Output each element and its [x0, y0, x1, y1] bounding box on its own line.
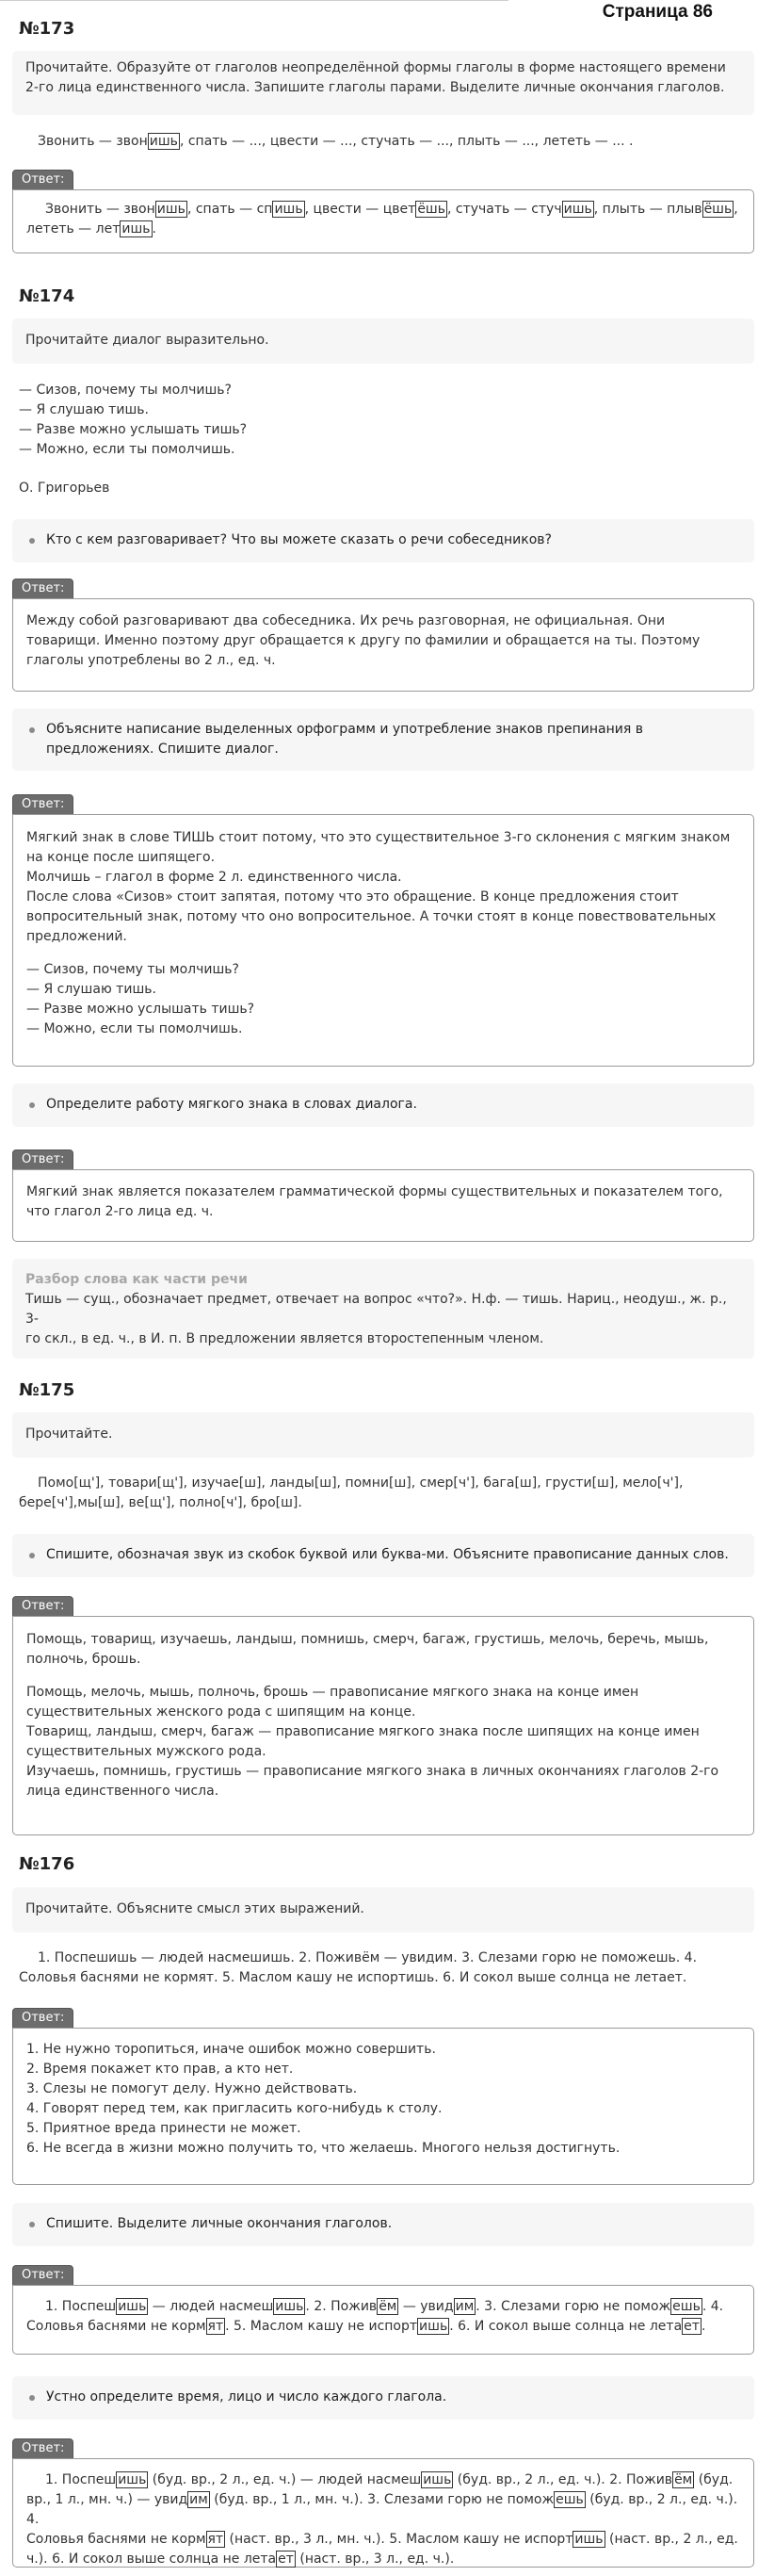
text-part: , спать — ..., цвести — ..., стучать — ..., плыть — ..., лететь — ... .: [179, 134, 634, 149]
answer-line: После слова «Сизов» стоит запятая, потому что это обращение. В конце предложения стоит: [26, 889, 679, 905]
answer-label: Ответ:: [12, 1596, 73, 1618]
instruction-text: Прочитайте. Объясните смысл этих выражений.: [25, 1901, 364, 1916]
spacer: [26, 947, 740, 960]
task-176-question-2: Спишите. Выделите личные окончания глаголов.: [12, 2203, 754, 2246]
task-176-answer-1: [12, 2028, 754, 2185]
answer-line: Помощь, мелочь, мышь, полночь, брошь — правописание мягкого знака на конце имен: [26, 1685, 639, 1700]
words-line: бере[ч'],мы[ш], ве[щ'], полно[ч'], бро[ш].: [19, 1495, 302, 1510]
text-part: (буд. вр., 2 л., ед. ч.). 2. Пожив: [453, 2472, 673, 2487]
ending-highlight: ет: [684, 2319, 700, 2334]
task-176-instruction: [12, 1887, 754, 1932]
ending-highlight: ишь: [423, 2472, 452, 2487]
answer-line: [26, 2470, 740, 2490]
question-line: предложениях. Спишите диалог.: [46, 742, 279, 757]
task-174-number: №174: [19, 286, 75, 306]
task-174-author: О. Григорьев: [19, 481, 110, 496]
answer-line: вопросительный знак, потому что оно вопросительное. А точки стоят в конце повествовательных: [26, 909, 717, 924]
text-part: , цвести — цвет: [304, 202, 416, 217]
answer-label: Ответ:: [12, 2008, 73, 2030]
text-part: (буд.: [694, 2472, 734, 2487]
words-line: Помо[щ'], товари[щ'], изучае[ш], ланды[ш], помни[ш], смер[ч'], бага[ш], грусти[ш], мело[ч'],: [38, 1475, 684, 1491]
top-divider: [0, 0, 508, 1]
answer-line: Мягкий знак в слове ТИШЬ стоит потому, что это существительное 3-го склонения с мягким знаком: [26, 830, 731, 845]
dialog-line: — Разве можно услышать тишь?: [26, 1002, 255, 1017]
word-parse-line: Тишь — сущ., обозначает предмет, отвечает на вопрос «что?». Н.ф. — тишь. Нариц., неодуш., ж. р., 3-: [25, 1292, 727, 1327]
answer-line: 4. Говорят перед тем, как пригласить кого-нибудь к столу.: [26, 2101, 443, 2116]
text-part: . 4.: [702, 2299, 724, 2314]
dialog-line: — Можно, если ты помолчишь.: [26, 1021, 243, 1036]
text-part: (буд. вр., 2 л., ед. ч.) — людей насмеш: [148, 2472, 422, 2487]
text-part: лететь — лет: [26, 221, 121, 236]
answer-label: Ответ:: [12, 579, 73, 600]
answer-line: существительных мужского рода.: [26, 1744, 266, 1759]
text-part: (буд. вр., 1 л., мн. ч.). 3. Слезами горю не помож: [209, 2492, 555, 2507]
answer-line: Товарищ, ландыш, смерч, багаж — правописание мягкого знака после шипящих на конце имен: [26, 1724, 700, 1739]
task-176-question-3: Устно определите время, лицо и число каждого глагола.: [12, 2376, 754, 2420]
answer-line: Помощь, товарищ, изучаешь, ландыш, помнишь, смерч, багаж, грустишь, мелочь, беречь, мышь,: [26, 1632, 709, 1647]
text-part: Соловья баснями не корм: [26, 2319, 206, 2334]
answer-label: Ответ:: [12, 2438, 73, 2460]
ending-highlight: ём: [379, 2299, 397, 2314]
ending-highlight: ишь: [563, 202, 592, 217]
answer-line: [26, 2297, 740, 2317]
text-part: , плыть — плыв: [593, 202, 702, 217]
answer-line: [26, 220, 740, 239]
question-line: Объясните написание выделенных орфограмм и употребление знаков препинания в: [46, 722, 643, 737]
text-part: — увид: [398, 2299, 454, 2314]
dialog-line: — Можно, если ты помолчишь.: [19, 442, 235, 457]
text-part: . 2. Пожив: [305, 2299, 378, 2314]
answer-line: [26, 2530, 740, 2550]
ending-highlight: ишь: [274, 202, 303, 217]
text-part: 1. Поспеш: [45, 2299, 117, 2314]
task-174-answer-3: [12, 1169, 754, 1242]
text-part: Звонить — звон: [45, 202, 155, 217]
answer-line: [26, 2317, 740, 2337]
answer-line: лица единственного числа.: [26, 1784, 219, 1799]
answer-line: [26, 2490, 740, 2530]
ending-highlight: ят: [207, 2532, 224, 2547]
text-part: ч.). 6. И сокол выше солнца не лета: [26, 2552, 277, 2567]
answer-line: 1. Не нужно торопиться, иначе ошибок можно совершить.: [26, 2042, 436, 2057]
answer-line: 2. Время покажет кто прав, а кто нет.: [26, 2062, 294, 2077]
text-part: (буд. вр., 2 л., ед. ч.). 4.: [26, 2492, 738, 2527]
answer-line: полночь, брошь.: [26, 1652, 141, 1667]
text-part: .: [152, 221, 156, 236]
answer-label: Ответ:: [12, 1149, 73, 1171]
ending-highlight: ешь: [672, 2299, 701, 2314]
ending-highlight: им: [189, 2492, 208, 2507]
text-part: , спать — сп: [186, 202, 273, 217]
text-part: . 6. И сокол выше солнца не лета: [449, 2319, 683, 2334]
answer-line: товарищи. Именно поэтому друг обращается к другу по фамилии и обращается на ты. Поэтому: [26, 633, 701, 648]
answer-line: Между собой разговаривают два собеседника. Их речь разговорная, не официальная. Они: [26, 613, 666, 628]
text-part: (наст. вр., 3 л., ед. ч.).: [295, 2552, 455, 2567]
task-173-number: №173: [19, 19, 75, 39]
text-part: . 5. Маслом кашу не испорт: [225, 2319, 418, 2334]
ending-highlight: ишь: [275, 2299, 304, 2314]
answer-line: существительных женского рода с шипящим на конце.: [26, 1704, 416, 1720]
text-part: Звонить — звон: [38, 134, 148, 149]
text-part: , стучать — стуч: [447, 202, 562, 217]
answer-label: Ответ:: [12, 794, 73, 816]
instruction-text: Прочитайте.: [25, 1427, 113, 1442]
task-175-instruction: [12, 1412, 754, 1458]
ending-highlight: ешь: [556, 2492, 584, 2507]
text-part: вр., 1 л., мн. ч.) — увид: [26, 2492, 188, 2507]
instruction-text: Прочитайте диалог выразительно.: [25, 333, 269, 348]
task-175-words: [19, 1474, 753, 1513]
ending-highlight: ишь: [118, 2472, 147, 2487]
dialog-line: — Я слушаю тишь.: [19, 402, 149, 417]
answer-line: на конце после шипящего.: [26, 850, 216, 865]
answer-line: что глагол 2-го лица ед. ч.: [26, 1204, 214, 1219]
answer-line: [26, 200, 740, 220]
text-part: Соловья баснями не корм: [26, 2532, 206, 2547]
ending-highlight: ет: [278, 2552, 294, 2567]
answer-label: Ответ:: [12, 2265, 73, 2287]
task-176-answer-2: [12, 2285, 754, 2355]
answer-line: 6. Не всегда в жизни можно получить то, что желаешь. Многого нельзя достигнуть.: [26, 2141, 621, 2156]
dialog-line: — Разве можно услышать тишь?: [19, 422, 248, 437]
text-part: (наст. вр., 3 л., мн. ч.). 5. Маслом кашу не испорт: [225, 2532, 573, 2547]
task-174-question-2: [12, 709, 754, 771]
answer-line: 5. Приятное вреда принести не может.: [26, 2121, 301, 2136]
word-parse-title: Разбор слова как части речи: [25, 1272, 248, 1287]
answer-line: 3. Слезы не помогут делу. Нужно действовать.: [26, 2081, 358, 2096]
answer-line: Мягкий знак является показателем грамматической формы существительных и показателем того,: [26, 1184, 723, 1199]
task-175-question-1: Спишите, обозначая звук из скобок буквой или буква-ми. Объясните правописание данных слов.: [12, 1534, 754, 1577]
ending-highlight: им: [455, 2299, 475, 2314]
answer-line: предложений.: [26, 929, 127, 944]
task-174-instruction: [12, 318, 754, 364]
sayings-line: Соловья баснями не кормят. 5. Маслом кашу не испортишь. 6. И сокол выше солнца не летает.: [19, 1970, 687, 1985]
ending-highlight: ишь: [156, 202, 185, 217]
task-173-answer: [12, 189, 754, 253]
ending-highlight: ишь: [121, 221, 151, 236]
text-part: — людей насмеш: [148, 2299, 274, 2314]
text-part: ,: [734, 202, 738, 217]
task-174-dialog: [19, 381, 753, 460]
task-174-answer-1: [12, 598, 754, 692]
task-175-number: №175: [19, 1380, 75, 1400]
text-part: (наст. вр., 2 л., ед.: [605, 2532, 738, 2547]
task-173-instruction: [12, 51, 754, 115]
instruction-text: Прочитайте. Образуйте от глаголов неопределённой формы глаголы в форме настоящего времени 2-го лица единственного числа. Запишите глаголы парами. Выделите личные окончания глаголов.: [25, 60, 726, 95]
task-176-answer-3: [12, 2458, 754, 2568]
ending-highlight: ишь: [149, 134, 178, 149]
page-number: Страница 86: [602, 2, 713, 22]
sayings-line: 1. Поспешишь — людей насмешишь. 2. Поживём — увидим. 3. Слезами горю не поможешь. 4.: [38, 1950, 698, 1965]
task-173-text: [19, 132, 753, 152]
dialog-line: — Сизов, почему ты молчишь?: [26, 962, 239, 977]
word-parse-box: [12, 1259, 754, 1359]
dialog-line: — Сизов, почему ты молчишь?: [19, 383, 232, 398]
ending-highlight: ёшь: [417, 202, 445, 217]
spacer: [26, 1670, 740, 1683]
ending-highlight: ят: [207, 2319, 224, 2334]
text-part: .: [701, 2319, 706, 2334]
answer-line: [26, 2550, 740, 2569]
word-parse-line: го скл., в ед. ч., в И. п. В предложении является второстепенным членом.: [25, 1331, 544, 1346]
text-part: 1. Поспеш: [45, 2472, 117, 2487]
ending-highlight: ёшь: [703, 202, 733, 217]
task-176-sayings: [19, 1948, 753, 1988]
text-part: . 3. Слезами горю не помож: [476, 2299, 671, 2314]
ending-highlight: ишь: [118, 2299, 147, 2314]
answer-line: Молчишь – глагол в форме 2 л. единственного числа.: [26, 870, 402, 885]
answer-line: Изучаешь, помнишь, грустишь — правописание мягкого знака в личных окончаниях глаголов 2-го: [26, 1764, 719, 1779]
ending-highlight: ём: [674, 2472, 693, 2487]
task-175-answer-1: [12, 1616, 754, 1835]
task-174-question-3: Определите работу мягкого знака в словах диалога.: [12, 1084, 754, 1127]
task-174-answer-2: [12, 814, 754, 1067]
answer-label: Ответ:: [12, 170, 73, 191]
answer-line: глаголы употреблены во 2 л., ед. ч.: [26, 653, 276, 668]
task-174-question-1: Кто с кем разговаривает? Что вы можете сказать о речи собеседников?: [12, 519, 754, 562]
dialog-line: — Я слушаю тишь.: [26, 982, 156, 997]
ending-highlight: ишь: [419, 2319, 448, 2334]
task-176-number: №176: [19, 1854, 75, 1874]
ending-highlight: ишь: [574, 2532, 604, 2547]
